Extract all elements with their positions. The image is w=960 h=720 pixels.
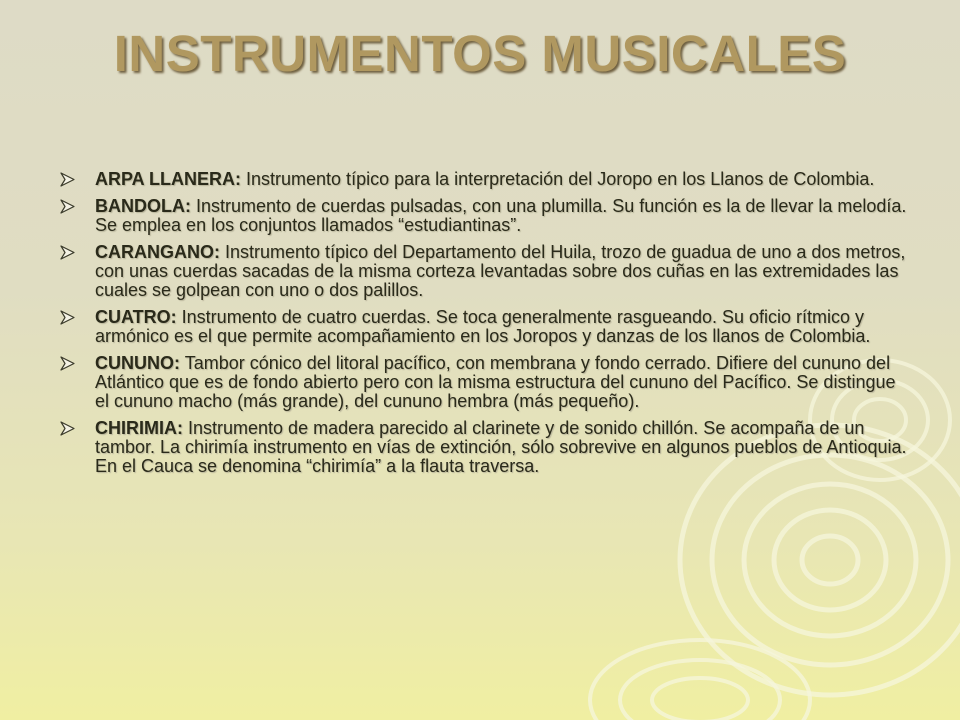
arrow-bullet-icon xyxy=(60,356,76,371)
instrument-description: Tambor cónico del litoral pacífico, con membrana y fondo cerrado. Difiere del cununo del Atlántico que es de fondo abierto pero con la misma estructura del cununo del Pacífico. Se distingue el cununo macho (más grande), del cununo hembra (más pequeño). xyxy=(95,353,896,411)
list-item xyxy=(60,308,910,346)
arrow-bullet-icon xyxy=(60,421,76,436)
instrument-name: CUNUNO: xyxy=(95,353,180,373)
list-item xyxy=(60,354,910,411)
list-item xyxy=(60,419,910,476)
instrument-description: Instrumento de cuatro cuerdas. Se toca generalmente rasgueando. Su oficio rítmico y armónico es el que permite acompañamiento en los Joropos y danzas de los llanos de Colombia. xyxy=(95,307,871,346)
arrow-bullet-icon xyxy=(60,199,76,214)
arrow-bullet-icon xyxy=(60,172,76,187)
instrument-name: CUATRO: xyxy=(95,307,177,327)
instrument-name: CARANGANO: xyxy=(95,242,220,262)
arrow-bullet-icon xyxy=(60,245,76,260)
instrument-description: Instrumento típico del Departamento del Huila, trozo de guadua de uno a dos metros, con unas cuerdas sacadas de la misma corteza levantadas sobre dos cuñas en las extremidades las cuales se golpean con uno o dos palillos. xyxy=(95,242,906,300)
list-item xyxy=(60,170,910,189)
list-item xyxy=(60,197,910,235)
instrument-name: ARPA LLANERA: xyxy=(95,169,241,189)
arrow-bullet-icon xyxy=(60,310,76,325)
instrument-name: BANDOLA: xyxy=(95,196,191,216)
instrument-description: Instrumento de madera parecido al clarinete y de sonido chillón. Se acompaña de un tambor. La chirimía instrumento en vías de extinción, sólo sobrevive en algunos pueblos de Antioquia. En el Cauca se denomina “chirimía” a la flauta traversa. xyxy=(95,418,907,476)
instrument-description: Instrumento típico para la interpretación del Joropo en los Llanos de Colombia. xyxy=(246,169,875,189)
slide-title: INSTRUMENTOS MUSICALES xyxy=(113,25,847,82)
list-item xyxy=(60,243,910,300)
instrument-name: CHIRIMIA: xyxy=(95,418,183,438)
instrument-list xyxy=(60,170,910,484)
instrument-description: Instrumento de cuerdas pulsadas, con una plumilla. Su función es la de llevar la melodía. Se emplea en los conjuntos llamados “estudiantinas”. xyxy=(95,196,907,235)
